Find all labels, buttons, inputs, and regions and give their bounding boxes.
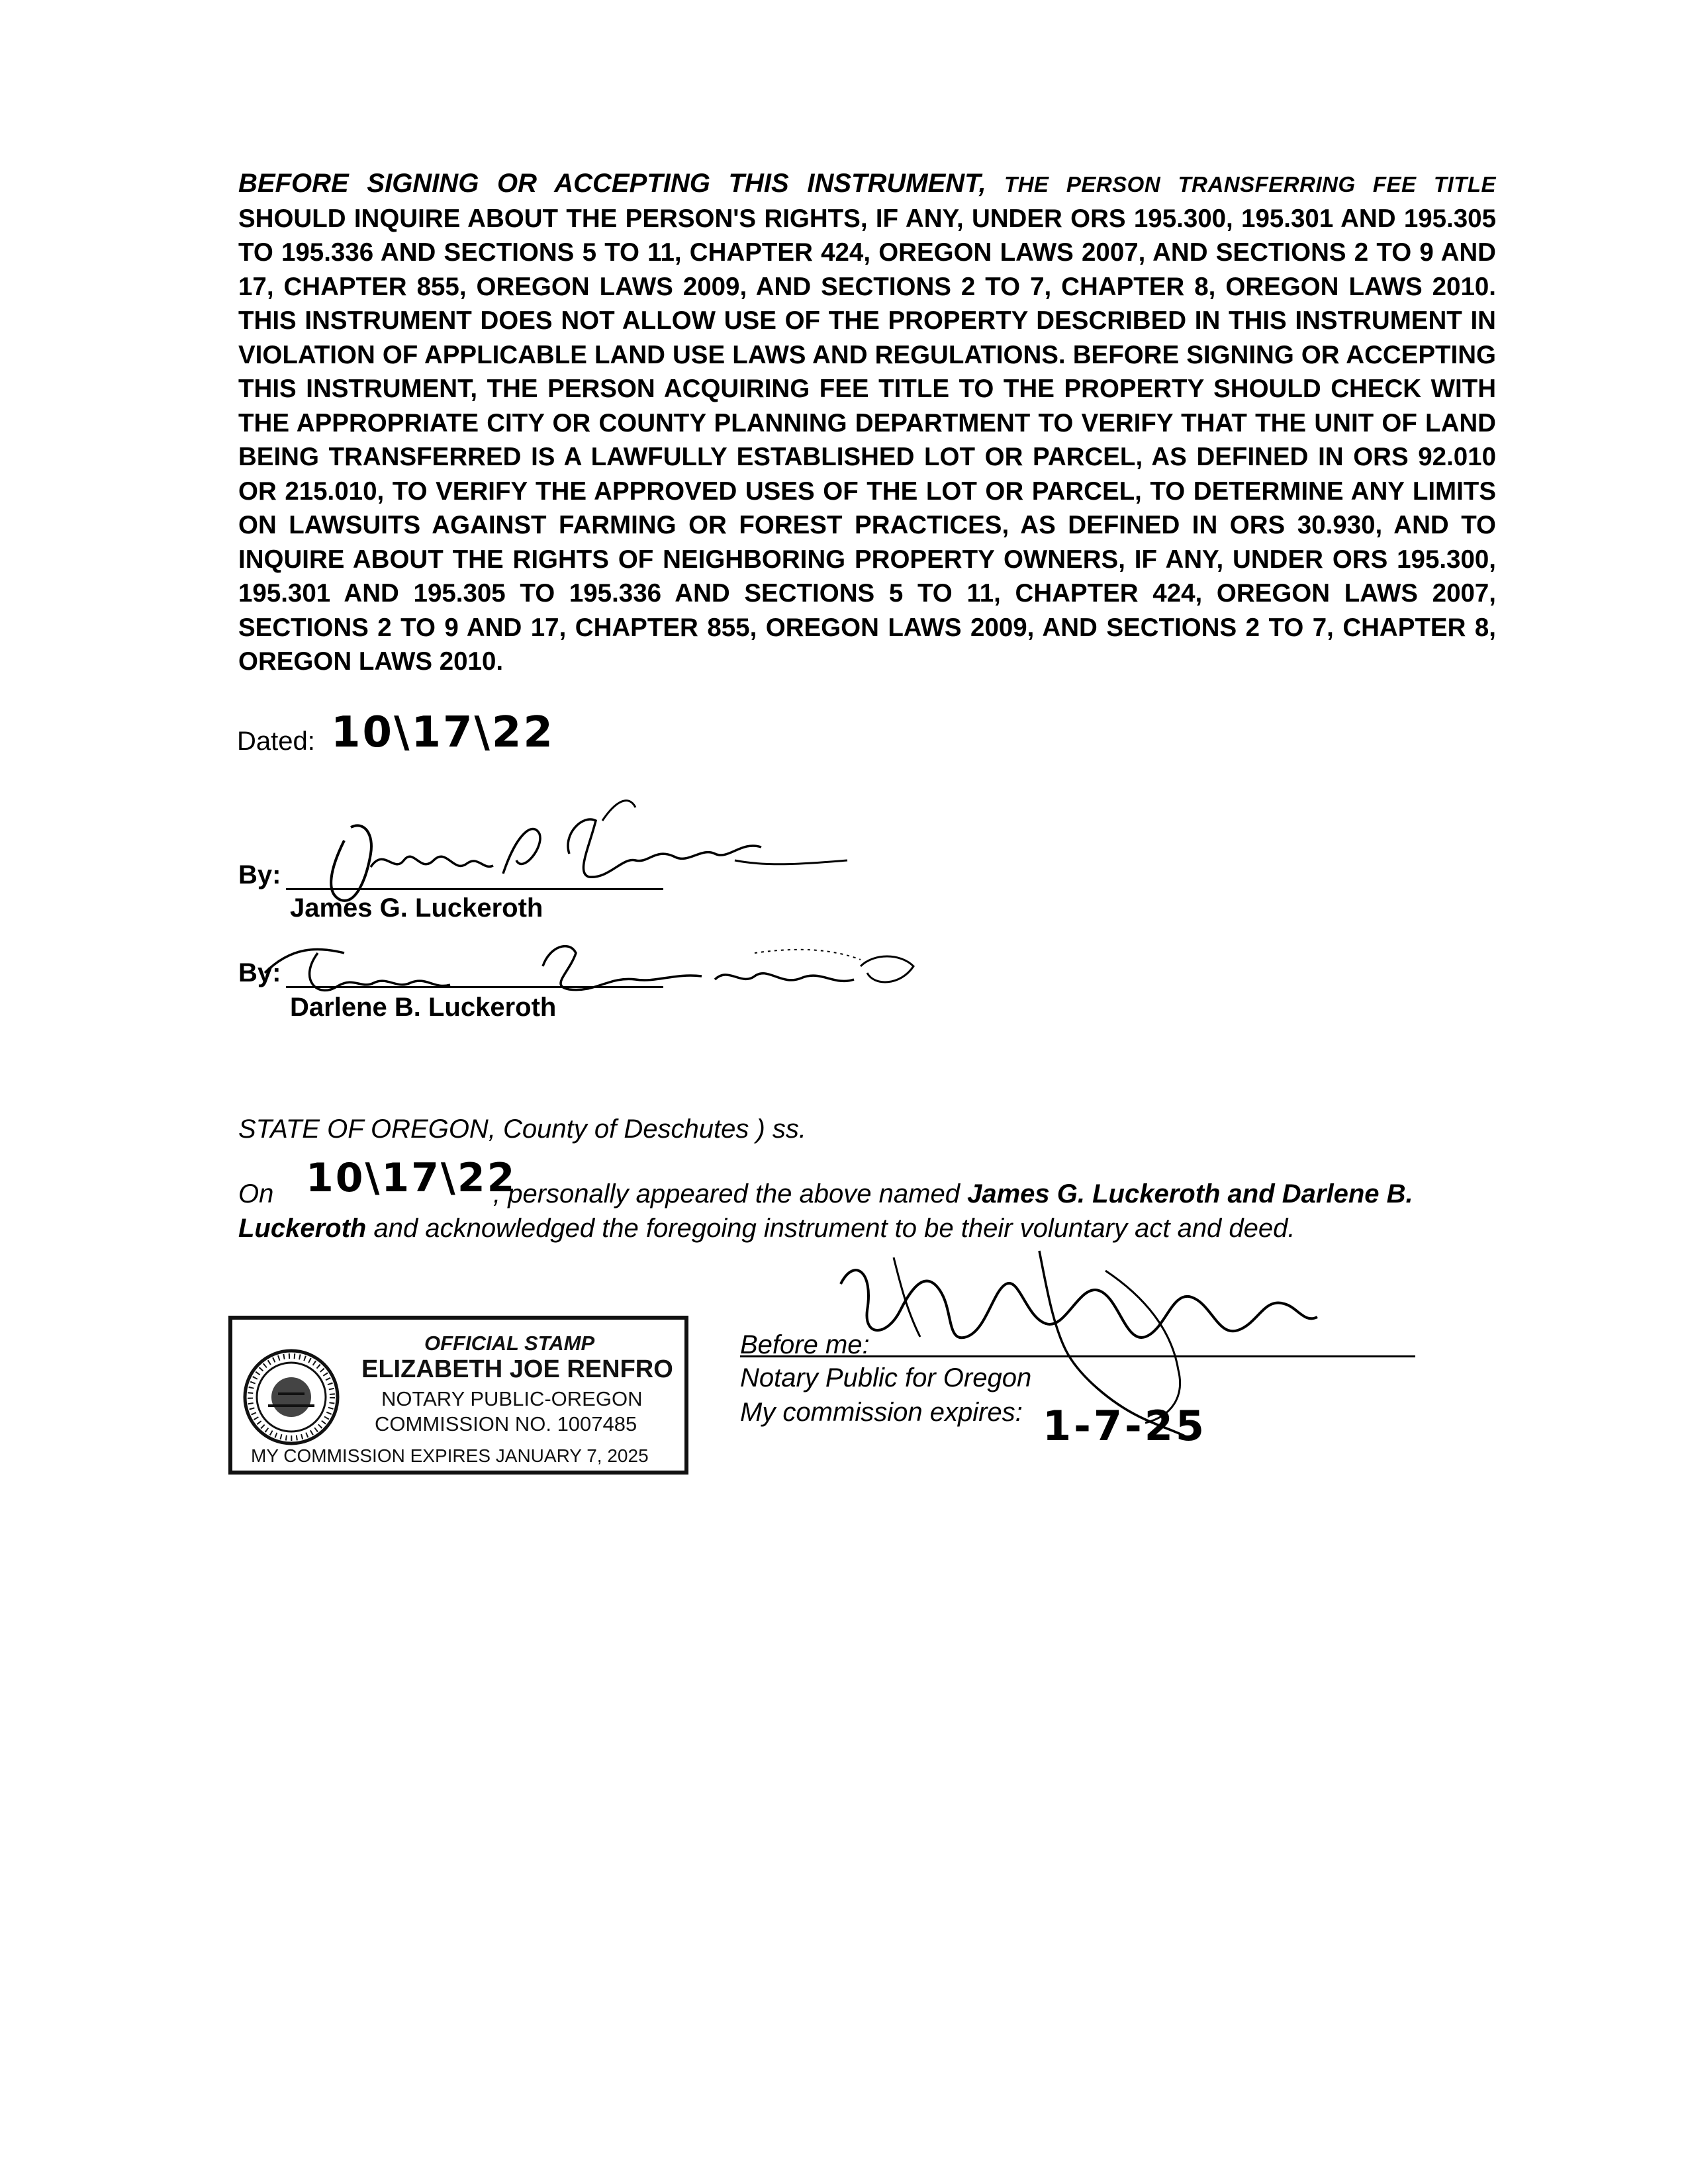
stamp-notary-title: NOTARY PUBLIC-OREGON — [381, 1387, 643, 1410]
ack-names: James G. Luckeroth and Darlene B. Luckeroth — [238, 1179, 1413, 1243]
venue-line: STATE OF OREGON, County of Deschutes ) ss. — [238, 1115, 807, 1144]
stamp-expires: MY COMMISSION EXPIRES JANUARY 7, 2025 — [251, 1445, 649, 1466]
ack-text-1: , personally appeared the above named — [493, 1179, 960, 1208]
signature-line-2 — [286, 986, 663, 988]
commission-expires-label: My commission expires: — [740, 1398, 1023, 1427]
notary-stamp — [228, 1316, 688, 1475]
commission-expires-value: 1-7-25 — [1043, 1402, 1207, 1450]
notice-lead-small: THE PERSON TRANSFERRING FEE TITLE — [1004, 172, 1496, 197]
ack-text-2: and acknowledged the foregoing instrument to be their voluntary act and deed. — [373, 1214, 1295, 1243]
stamp-commission: COMMISSION NO. 1007485 — [375, 1412, 637, 1435]
by-label-1: By: — [238, 860, 281, 889]
ack-date: 10\17\22 — [306, 1155, 517, 1201]
on-label: On — [238, 1179, 274, 1208]
notice-body: SHOULD INQUIRE ABOUT THE PERSON'S RIGHTS, IF ANY, UNDER ORS 195.300, 195.301 AND 195.305 TO 195.336 AND SECTIONS 5 TO 11, CHAPTER 424, OREGON LAWS 2007, AND SECTIONS 2 TO 9 AND 17, CHAPTER 855, OREGON LAWS 2009, AND SECTIONS 2 TO 7, CHAPTER 8, OREGON LAWS 2010. THIS INSTRUMENT DOES NOT ALLOW USE OF THE PROPERTY DESCRIBED IN THIS INSTRUMENT IN VIOLATION OF APPLICABLE LAND USE LAWS AND REGULATIONS. BEFORE SIGNING OR ACCEPTING THIS INSTRUMENT, THE PERSON ACQUIRING FEE TITLE TO THE PROPERTY SHOULD CHECK WITH THE APPROPRIATE CITY OR COUNTY PLANNING DEPARTMENT TO VERIFY THAT THE UNIT OF LAND BEING TRANSFERRED IS A LAWFULLY ESTABLISHED LOT OR PARCEL, AS DEFINED IN ORS 92.010 OR 215.010, TO VERIFY THE APPROVED USES OF THE LOT OR PARCEL, TO DETERMINE ANY LIMITS ON LAWSUITS AGAINST FARMING OR FOREST PRACTICES, AS DEFINED IN ORS 30.930, AND TO INQUIRE ABOUT THE RIGHTS OF NEIGHBORING PROPERTY OWNERS, IF ANY, UNDER ORS 195.300, 195.301 AND 195.305 TO 195.336 AND SECTIONS 5 TO 11, CHAPTER 424, OREGON LAWS 2007, SECTIONS 2 TO 9 AND 17, CHAPTER 855, OREGON LAWS 2009, AND SECTIONS 2 TO 7, CHAPTER 8, OREGON LAWS 2010. — [238, 204, 1496, 676]
by-label-2: By: — [238, 958, 281, 987]
statutory-notice — [238, 167, 1496, 679]
stamp-official: OFFICIAL STAMP — [424, 1332, 595, 1355]
signer-name-1: James G. Luckeroth — [290, 893, 543, 923]
before-me-label: Before me: — [740, 1330, 870, 1359]
notary-public-label: Notary Public for Oregon — [740, 1363, 1032, 1392]
dated-label: Dated: — [237, 727, 315, 756]
dated-value: 10\17\22 — [331, 708, 555, 757]
notice-lead: BEFORE SIGNING OR ACCEPTING THIS INSTRUMENT, — [238, 169, 986, 198]
stamp-notary-name: ELIZABETH JOE RENFRO — [361, 1355, 673, 1383]
state-seal-icon — [242, 1347, 341, 1447]
signature-line-1 — [286, 888, 663, 890]
signer-name-2: Darlene B. Luckeroth — [290, 993, 557, 1022]
